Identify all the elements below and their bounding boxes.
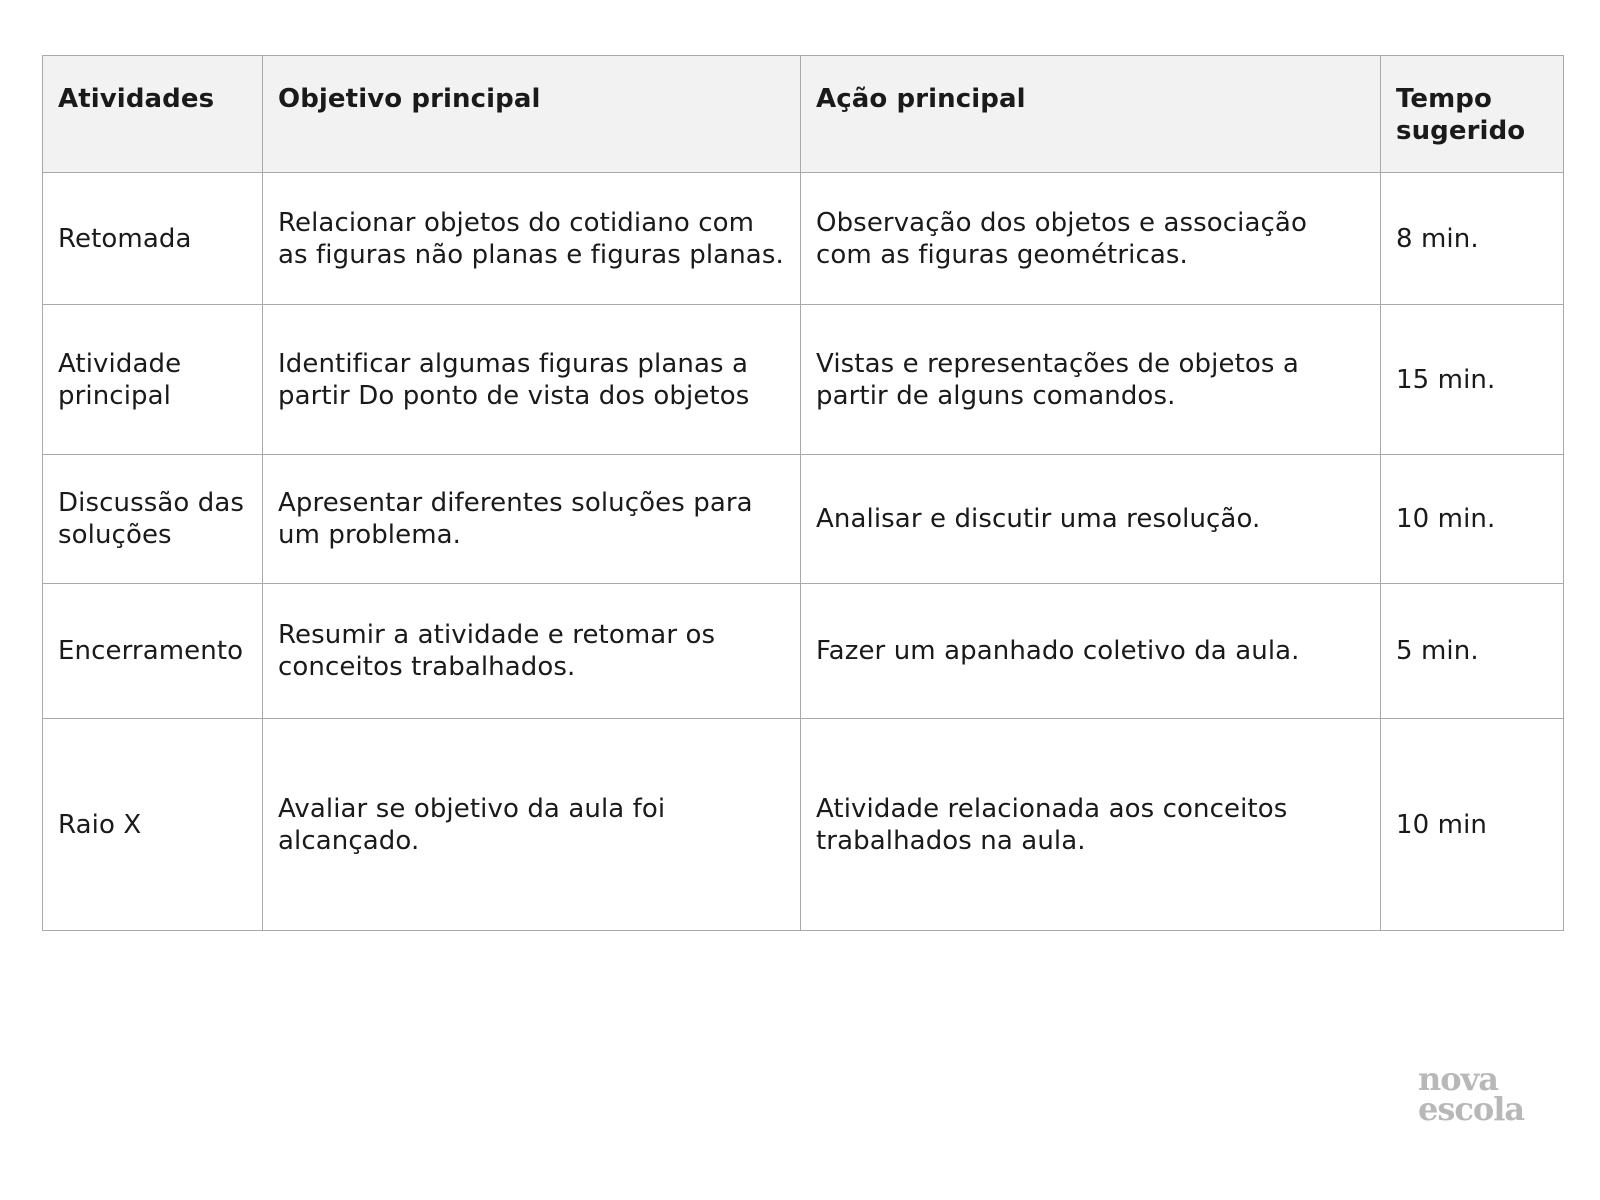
table-row <box>43 719 1564 931</box>
cell-atividade: Encerramento <box>43 584 263 719</box>
table-row <box>43 305 1564 455</box>
cell-tempo: 5 min. <box>1381 584 1564 719</box>
cell-acao: Fazer um apanhado coletivo da aula. <box>801 584 1381 719</box>
table-row <box>43 173 1564 305</box>
logo-line-nova: nova <box>1418 1060 1498 1098</box>
cell-acao: Analisar e discutir uma resolução. <box>801 455 1381 584</box>
cell-atividade: Raio X <box>43 719 263 931</box>
cell-objetivo: Avaliar se objetivo da aula foi alcançado. <box>263 719 801 931</box>
cell-acao: Observação dos objetos e associação com as figuras geométricas. <box>801 173 1381 305</box>
cell-tempo: 10 min <box>1381 719 1564 931</box>
lesson-plan-table <box>42 55 1564 931</box>
cell-acao: Vistas e representações de objetos a partir de alguns comandos. <box>801 305 1381 455</box>
cell-tempo: 10 min. <box>1381 455 1564 584</box>
header-tempo-sugerido: Tempo sugerido <box>1381 56 1564 173</box>
cell-objetivo: Apresentar diferentes soluções para um problema. <box>263 455 801 584</box>
header-objetivo-principal: Objetivo principal <box>263 56 801 173</box>
cell-acao: Atividade relacionada aos conceitos trabalhados na aula. <box>801 719 1381 931</box>
table-row <box>43 584 1564 719</box>
cell-atividade: Atividade principal <box>43 305 263 455</box>
cell-atividade: Retomada <box>43 173 263 305</box>
cell-atividade: Discussão das soluções <box>43 455 263 584</box>
cell-tempo: 15 min. <box>1381 305 1564 455</box>
cell-objetivo: Identificar algumas figuras planas a partir Do ponto de vista dos objetos <box>263 305 801 455</box>
cell-objetivo: Relacionar objetos do cotidiano com as figuras não planas e figuras planas. <box>263 173 801 305</box>
header-atividades: Atividades <box>43 56 263 173</box>
table-header-row <box>43 56 1564 173</box>
table-row <box>43 455 1564 584</box>
logo-line-escola: escola <box>1418 1090 1525 1128</box>
cell-objetivo: Resumir a atividade e retomar os conceitos trabalhados. <box>263 584 801 719</box>
cell-tempo: 8 min. <box>1381 173 1564 305</box>
header-acao-principal: Ação principal <box>801 56 1381 173</box>
nova-escola-logo <box>1418 1060 1525 1128</box>
